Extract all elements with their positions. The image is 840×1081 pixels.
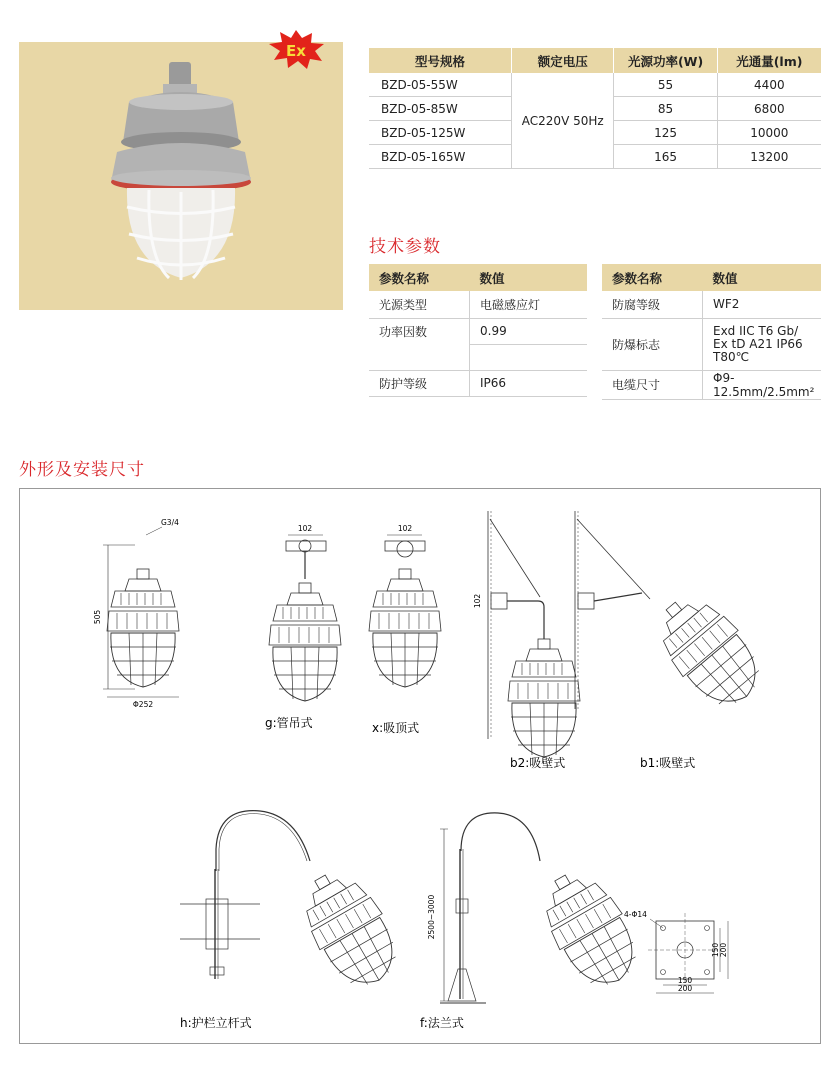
tech-params-table-left [369,264,587,397]
width-102-g: 102 [297,524,313,533]
thread-label: G3/4 [161,518,179,527]
spec-table [369,48,821,169]
table-row [369,73,821,97]
power-cell: 55 [614,73,717,97]
flux-cell: 13200 [717,145,821,169]
caption-f: f:法兰式 [420,1016,464,1030]
power-cell: 125 [614,121,717,145]
power-cell: 85 [614,97,717,121]
plate-height-side: 200 [719,942,728,958]
flux-cell: 4400 [717,73,821,97]
caption-g: g:管吊式 [265,716,313,730]
param-name: 功率因数 [379,324,428,339]
dimensions-title: 外形及安装尺寸 [19,460,145,480]
ex-badge-label: Ex [286,42,306,60]
diameter-dimension: Φ252 [132,700,154,709]
table-row [369,318,587,344]
tech-params-title: 技术参数 [369,237,441,257]
product-photo [19,42,343,310]
holes-label: 4-Φ14 [624,910,647,919]
tech-params-table-right [602,264,821,400]
model-cell: BZD-05-85W [369,97,512,121]
caption-b2: b2:吸壁式 [510,756,566,770]
table-row [602,291,821,318]
param-value-header: 数值 [703,264,822,291]
hole-spacing-side: 150 [711,942,720,958]
param-value: Φ9-12.5mm/2.5mm² [703,370,822,399]
param-name: 电缆尺寸 [602,370,703,399]
spec-header-voltage: 额定电压 [512,48,614,73]
flux-cell: 6800 [717,97,821,121]
param-name: 防护等级 [369,370,470,396]
dimensions-diagram [19,488,821,1044]
width-102-x: 102 [397,524,413,533]
voltage-cell: AC220V 50Hz [512,73,614,169]
param-name [369,344,470,370]
param-value-line: Exd IIC T6 Gb/ [713,323,799,338]
param-value-header: 数值 [470,264,588,291]
wall-dimension: 102 [473,593,482,609]
param-value-line: Ex tD A21 IP66 [713,336,803,351]
table-row [369,344,587,370]
param-name: 防爆标志 [602,318,703,370]
param-value [703,318,822,370]
power-cell: 165 [614,145,717,169]
height-dimension: 505 [93,609,102,625]
model-cell: BZD-05-125W [369,121,512,145]
hole-spacing-bottom: 150 [677,976,693,985]
plate-width-bottom: 200 [677,984,693,993]
param-value: WF2 [703,291,822,318]
pole-height-dimension: 2500~3000 [427,894,436,940]
model-cell: BZD-05-55W [369,73,512,97]
param-value [470,344,588,370]
table-row [602,318,821,370]
caption-h: h:护栏立杆式 [180,1016,252,1030]
spec-header-model: 型号规格 [369,48,512,73]
param-value: 0.99 [470,318,588,344]
param-value: 电磁感应灯 [470,291,588,318]
model-cell: BZD-05-165W [369,145,512,169]
table-row [369,370,587,396]
param-name: 防腐等级 [602,291,703,318]
param-name: 光源类型 [369,291,470,318]
param-value-line: T80℃ [713,349,750,364]
param-name-header: 参数名称 [369,264,470,291]
caption-x: x:吸顶式 [372,721,420,735]
param-value: IP66 [470,370,588,396]
spec-header-flux: 光通量(lm) [717,48,821,73]
table-row [369,291,587,318]
spec-header-power: 光源功率(W) [614,48,717,73]
param-name-header: 参数名称 [602,264,703,291]
flux-cell: 10000 [717,121,821,145]
ex-badge [266,30,326,70]
table-row [602,370,821,399]
caption-b1: b1:吸壁式 [640,756,696,770]
